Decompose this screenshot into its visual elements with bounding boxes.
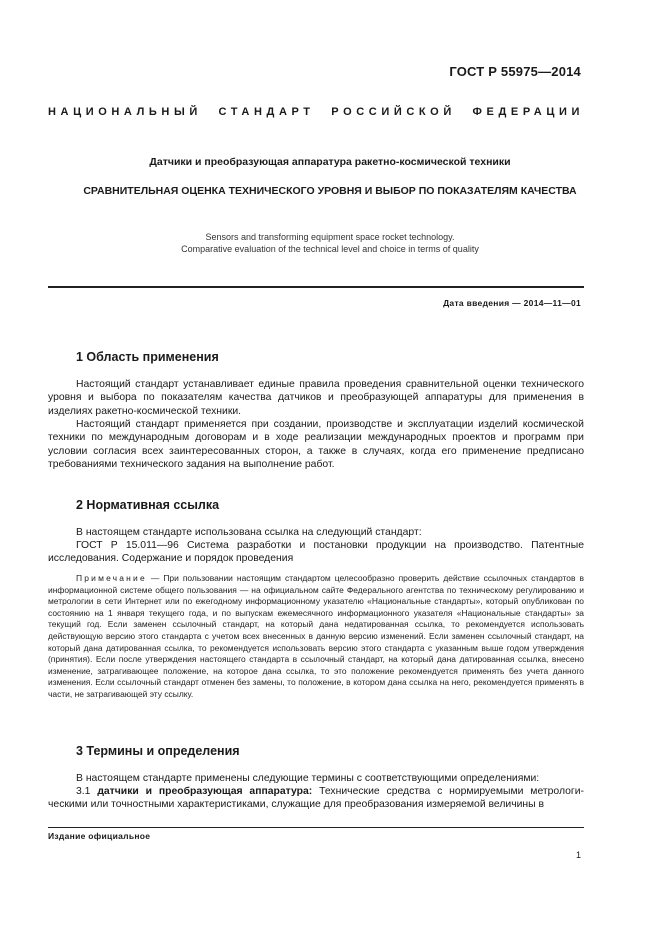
standard-designation: ГОСТ Р 55975—2014 xyxy=(449,64,581,79)
note-label: Примечание xyxy=(76,573,147,583)
note-text: — При пользовании настоящим стандартом целесообразно проверить действие ссылочных стандартов в информационной системе общего пользования — на официальном сайте Федерального агентства по техническому регулированию и метрологии в сети Интернет или по ежегодному информационному указателю «Национальные стандарты», который опубликован по состоянию на 1 января текущего года, и по выпускам ежемесячного информационного указателя «Национальные стандарты» за текущий год. Если заменен ссылочный стандарт, на который дана недатированная ссылка, то рекомендуется использовать действующую версию этого стандарта с учетом всех внесенных в данную версию изменений. Если заменен ссылочный стандарт, на который дана датированная ссылка, то рекомендуется использовать версию этого стандарта с указанным выше годом утверждения (принятия). Если после утверждения настоящего стандарта в ссылочный стандарт, на который дана датированная ссылка, внесено изменение, затрагивающее положение, на которое дана ссылка, то это положение рекомендуется применять без учета данного изменения. Если ссылочный стандарт отменен без замены, то положение, в котором дана ссылка на него, рекомендуется применять в части, не затрагивающей эту ссылку. xyxy=(48,573,584,699)
title-line1: Датчики и преобразующая аппаратура ракетно-космической техники xyxy=(149,156,511,168)
english-title-line1: Sensors and transforming equipment space rocket technology. xyxy=(205,232,455,242)
section1-paragraph2: Настоящий стандарт применяется при создании, производстве и эксплуатации изделий космической техники по международным договорам и в ходе реализации международных проектов и программ при условии согласия всех заинтересованных сторон, а также в случаях, когда его применение предписано требованиями технического задания на выполнение работ. xyxy=(48,419,584,470)
title-line2: СРАВНИТЕЛЬНАЯ ОЦЕНКА ТЕХНИЧЕСКОГО УРОВНЯ И ВЫБОР ПО ПОКАЗАТЕЛЯМ КАЧЕСТВА xyxy=(83,185,577,197)
section2-note xyxy=(48,573,584,701)
section3-heading: 3 Термины и определения xyxy=(76,744,240,758)
section1-paragraph1: Настоящий стандарт устанавливает единые правила проведения сравнительной оценки технического уровня и выбора по показателям качества датчиков и преобразующей аппаратуры для применения в изделиях ракетно-космической техники. xyxy=(48,379,584,417)
term-number: 3.1 xyxy=(76,786,91,797)
title-divider xyxy=(48,286,584,288)
footer-divider xyxy=(48,827,584,828)
page-number: 1 xyxy=(575,850,581,860)
national-standard-banner: НАЦИОНАЛЬНЫЙ СТАНДАРТ РОССИЙСКОЙ ФЕДЕРАЦИИ xyxy=(48,106,584,118)
english-title-line2: Comparative evaluation of the technical level and choice in terms of quality xyxy=(181,244,479,254)
section3-term-3-1 xyxy=(48,785,584,812)
section2-reference: ГОСТ Р 15.011—96 Система разработки и постановки продукции на производство. Патентные исследования. Содержание и порядок проведения xyxy=(48,540,584,565)
section2-heading: 2 Нормативная ссылка xyxy=(76,498,220,512)
official-edition-label: Издание официальное xyxy=(48,831,151,841)
section1-heading: 1 Область применения xyxy=(76,350,219,364)
term-definition: Технические средства с нормируемыми метрологическими или точностными характеристиками, служащие для преобразования измеряемой величины в xyxy=(48,786,584,811)
section3-intro: В настоящем стандарте применены следующие термины с соответствующими определениями: xyxy=(76,773,540,784)
section2-intro: В настоящем стандарте использована ссылка на следующий стандарт: xyxy=(76,527,422,538)
term-name: датчики и преобразующая аппаратура: xyxy=(97,786,313,797)
date-of-introduction: Дата введения — 2014—11—01 xyxy=(443,298,581,308)
